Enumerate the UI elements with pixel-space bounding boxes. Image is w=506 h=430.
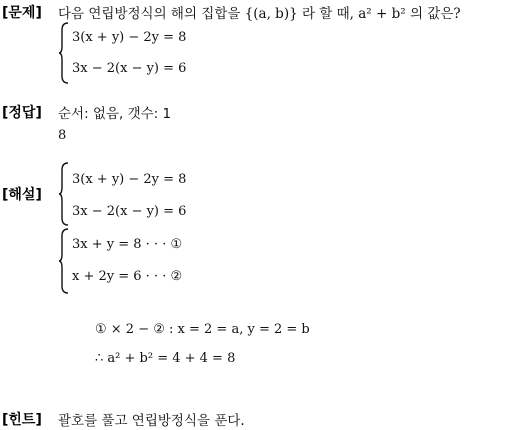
solution-system2-eq2: x + 2y = 6 · · · ② bbox=[72, 269, 183, 284]
solution-system2-eq1: 3x + y = 8 · · · ① bbox=[72, 237, 183, 252]
solution-system1-eq2: 3x − 2(x − y) = 6 bbox=[72, 204, 187, 219]
solution-step-2: ∴ a² + b² = 4 + 4 = 8 bbox=[95, 351, 236, 366]
solution-brace-1 bbox=[58, 162, 70, 226]
problem-question: 다음 연립방정식의 해의 집합을 {(a, b)} 라 할 때, a² + b² 의 값은? bbox=[58, 6, 461, 22]
answer-value: 8 bbox=[58, 128, 67, 143]
answer-label: [정답] bbox=[2, 105, 42, 121]
problem-equation-1: 3(x + y) − 2y = 8 bbox=[72, 30, 187, 45]
problem-equation-2: 3x − 2(x − y) = 6 bbox=[72, 61, 187, 76]
answer-meta: 순서: 없음, 갯수: 1 bbox=[58, 106, 172, 122]
system-brace bbox=[58, 22, 70, 84]
solution-step-1: ① × 2 − ② : x = 2 = a, y = 2 = b bbox=[95, 322, 310, 337]
hint-text: 괄호를 풀고 연립방정식을 푼다. bbox=[58, 413, 245, 429]
hint-label: [힌트] bbox=[2, 412, 42, 428]
problem-label: [문제] bbox=[2, 5, 42, 21]
solution-brace-2 bbox=[58, 228, 70, 294]
solution-label: [해설] bbox=[2, 187, 42, 203]
solution-system1-eq1: 3(x + y) − 2y = 8 bbox=[72, 172, 187, 187]
